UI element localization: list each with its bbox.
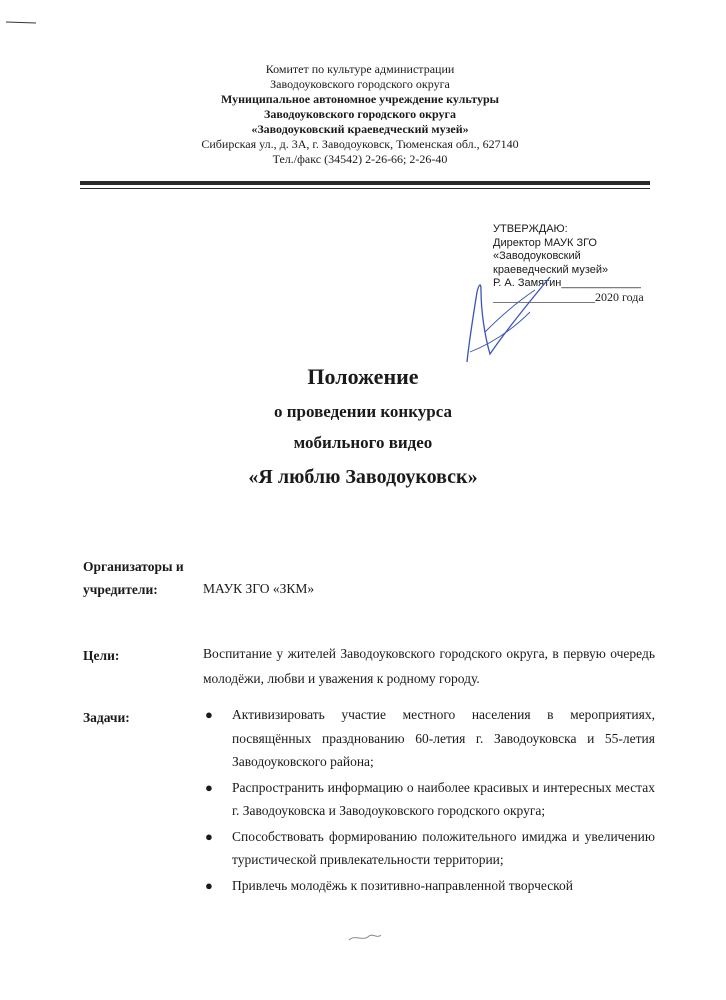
organizers-value: МАУК ЗГО «ЗКМ» xyxy=(203,581,315,596)
corner-mark xyxy=(6,21,36,23)
document-subtitle-2: мобильного видео xyxy=(293,433,433,452)
approval-line-2: Директор МАУК ЗГО xyxy=(493,236,597,249)
letterhead-line-2: Заводоуковского городского округа xyxy=(270,77,450,91)
task-item xyxy=(203,703,655,774)
header-divider-thin xyxy=(80,188,650,189)
task-item xyxy=(203,825,655,872)
letterhead-line-3: Муниципальное автономное учреждение культуры xyxy=(220,92,500,106)
organizers-label-line-1: Организаторы и xyxy=(83,559,184,574)
bullet-icon: ● xyxy=(205,877,213,893)
bullet-icon: ● xyxy=(205,828,213,844)
goals-value: Воспитание у жителей Заводоуковского городского округа, в первую очередь молодёжи, любви и уважения к родному городу. xyxy=(203,646,655,686)
approval-signer: Р. А. Замятин_____________ xyxy=(493,277,641,289)
task-text: Способствовать формированию положительного имиджа и увеличению туристической привлекательности территории; xyxy=(232,828,655,867)
document-title: Положение xyxy=(307,364,419,389)
letterhead-phone: Тел./факс (34542) 2-26-66; 2-26-40 xyxy=(272,152,448,166)
letterhead xyxy=(120,62,600,167)
page-number-scribble xyxy=(345,930,385,944)
goals-label: Цели: xyxy=(83,648,120,663)
approval-line-4: краеведческий музей» xyxy=(493,263,609,276)
signature xyxy=(455,272,565,372)
task-text: Активизировать участие местного населения в мероприятиях, посвящённых празднованию 60-летия г. Заводоуковска и 55-летия Заводоуковского района; xyxy=(232,707,655,769)
task-text: Привлечь молодёжь к позитивно-направленной творческой xyxy=(232,877,574,893)
bullet-icon: ● xyxy=(205,779,213,795)
task-text: Распространить информацию о наиболее красивых и интересных местах г. Заводоуковска и Заводоуковского городского округа; xyxy=(232,779,655,818)
letterhead-line-1: Комитет по культуре администрации xyxy=(265,62,455,76)
organizers-label-line-2: учредители: xyxy=(83,582,158,597)
bullet-icon: ● xyxy=(205,707,213,722)
tasks-label: Задачи: xyxy=(83,710,130,725)
approval-line-3: «Заводоуковский xyxy=(493,250,581,262)
document-subtitle-1: о проведении конкурса xyxy=(274,402,452,421)
letterhead-address: Сибирская ул., д. 3А, г. Заводоуковск, Тюменская обл., 627140 xyxy=(201,137,519,151)
letterhead-line-4: Заводоуковского городского округа xyxy=(264,107,456,121)
letterhead-line-5: «Заводоуковский краеведческий музей» xyxy=(251,122,469,136)
approval-line-1: УТВЕРЖДАЮ: xyxy=(493,223,568,235)
task-item xyxy=(203,874,655,898)
task-item xyxy=(203,776,655,823)
contest-name: «Я люблю Заводоуковск» xyxy=(248,466,478,488)
header-divider-thick xyxy=(80,181,650,185)
organizers-label xyxy=(83,555,184,601)
tasks-list xyxy=(203,703,655,899)
approval-date: _________________2020 года xyxy=(493,289,644,304)
